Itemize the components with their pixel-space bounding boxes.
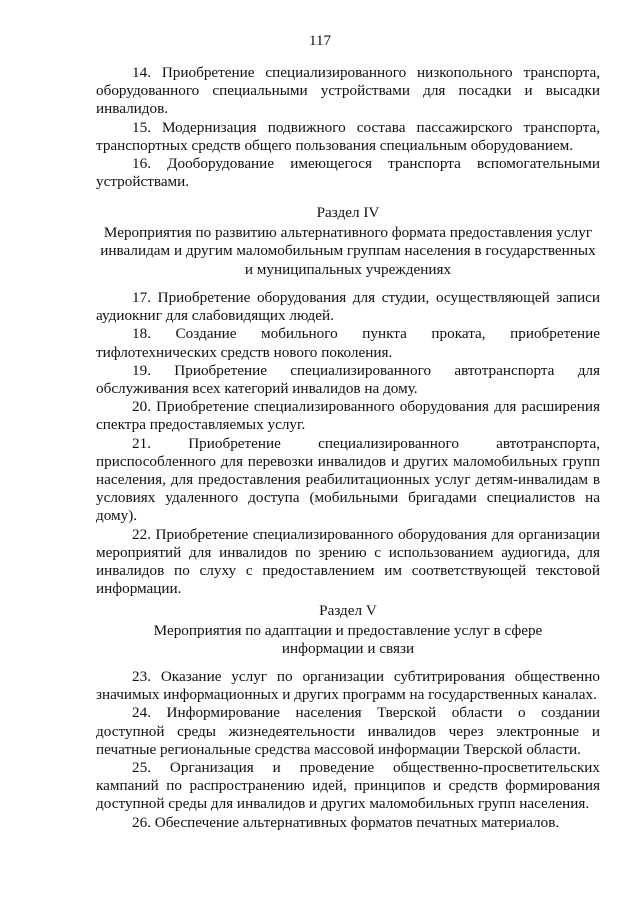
section-5-heading: [96, 602, 600, 659]
intro-items: [96, 64, 600, 191]
section-5-items: [96, 668, 600, 832]
list-item: 24. Информирование населения Тверской области о создании доступной среды жизнедеятельности инвалидов через электронные и печатные региональные средства массовой информации Тверской области.: [96, 704, 600, 758]
list-item: 14. Приобретение специализированного низкопольного транспорта, оборудованного специальными устройствами для посадки и высадки инвалидов.: [96, 64, 600, 118]
list-item: 17. Приобретение оборудования для студии, осуществляющей записи аудиокниг для слабовидящих людей.: [96, 289, 600, 325]
list-item: 18. Создание мобильного пункта проката, приобретение тифлотехнических средств нового поколения.: [96, 325, 600, 361]
list-item: 15. Модернизация подвижного состава пассажирского транспорта, транспортных средств общего пользования специальным оборудованием.: [96, 118, 600, 154]
section-subtitle: Мероприятия по адаптации и предоставление услуг в сфере информации и связи: [153, 622, 543, 658]
list-item: 25. Организация и проведение общественно-просветительских кампаний по распространению идей, принципов и средств формирования доступной среды для инвалидов и других маломобильных групп населения.: [96, 759, 600, 813]
list-item: 19. Приобретение специализированного автотранспорта для обслуживания всех категорий инвалидов на дому.: [96, 361, 600, 398]
section-4-items: [96, 289, 600, 598]
list-item: 22. Приобретение специализированного оборудования для организации мероприятий для инвалидов по зрению с использованием аудиогида, для инвалидов по слуху с предоставлением им соответствующей текстовой информации.: [96, 525, 600, 598]
section-subtitle: Мероприятия по развитию альтернативного формата предоставления услуг инвалидам и другим маломобильным группам населения в государственных и муниципальных учреждениях: [100, 224, 596, 278]
section-4-heading: [96, 204, 600, 279]
list-item: 26. Обеспечение альтернативных форматов печатных материалов.: [132, 813, 560, 831]
list-item: 20. Приобретение специализированного оборудования для расширения спектра предоставляемых услуг.: [96, 398, 600, 434]
list-item: 21. Приобретение специализированного автотранспорта, приспособленного для перевозки инвалидов и других маломобильных групп населения, для предоставления реабилитационных услуг детям-инвалидам в условиях удаленного доступа (мобильными бригадами специалистов на дому).: [96, 434, 600, 525]
list-item: 23. Оказание услуг по организации субтитрирования общественно значимых информационных и других программ на государственных каналах.: [96, 668, 600, 704]
list-item: 16. Дооборудование имеющегося транспорта вспомогательными устройствами.: [96, 155, 600, 191]
section-title: Раздел IV: [316, 204, 380, 221]
section-title: Раздел V: [319, 602, 377, 619]
page-number: 117: [309, 33, 331, 49]
